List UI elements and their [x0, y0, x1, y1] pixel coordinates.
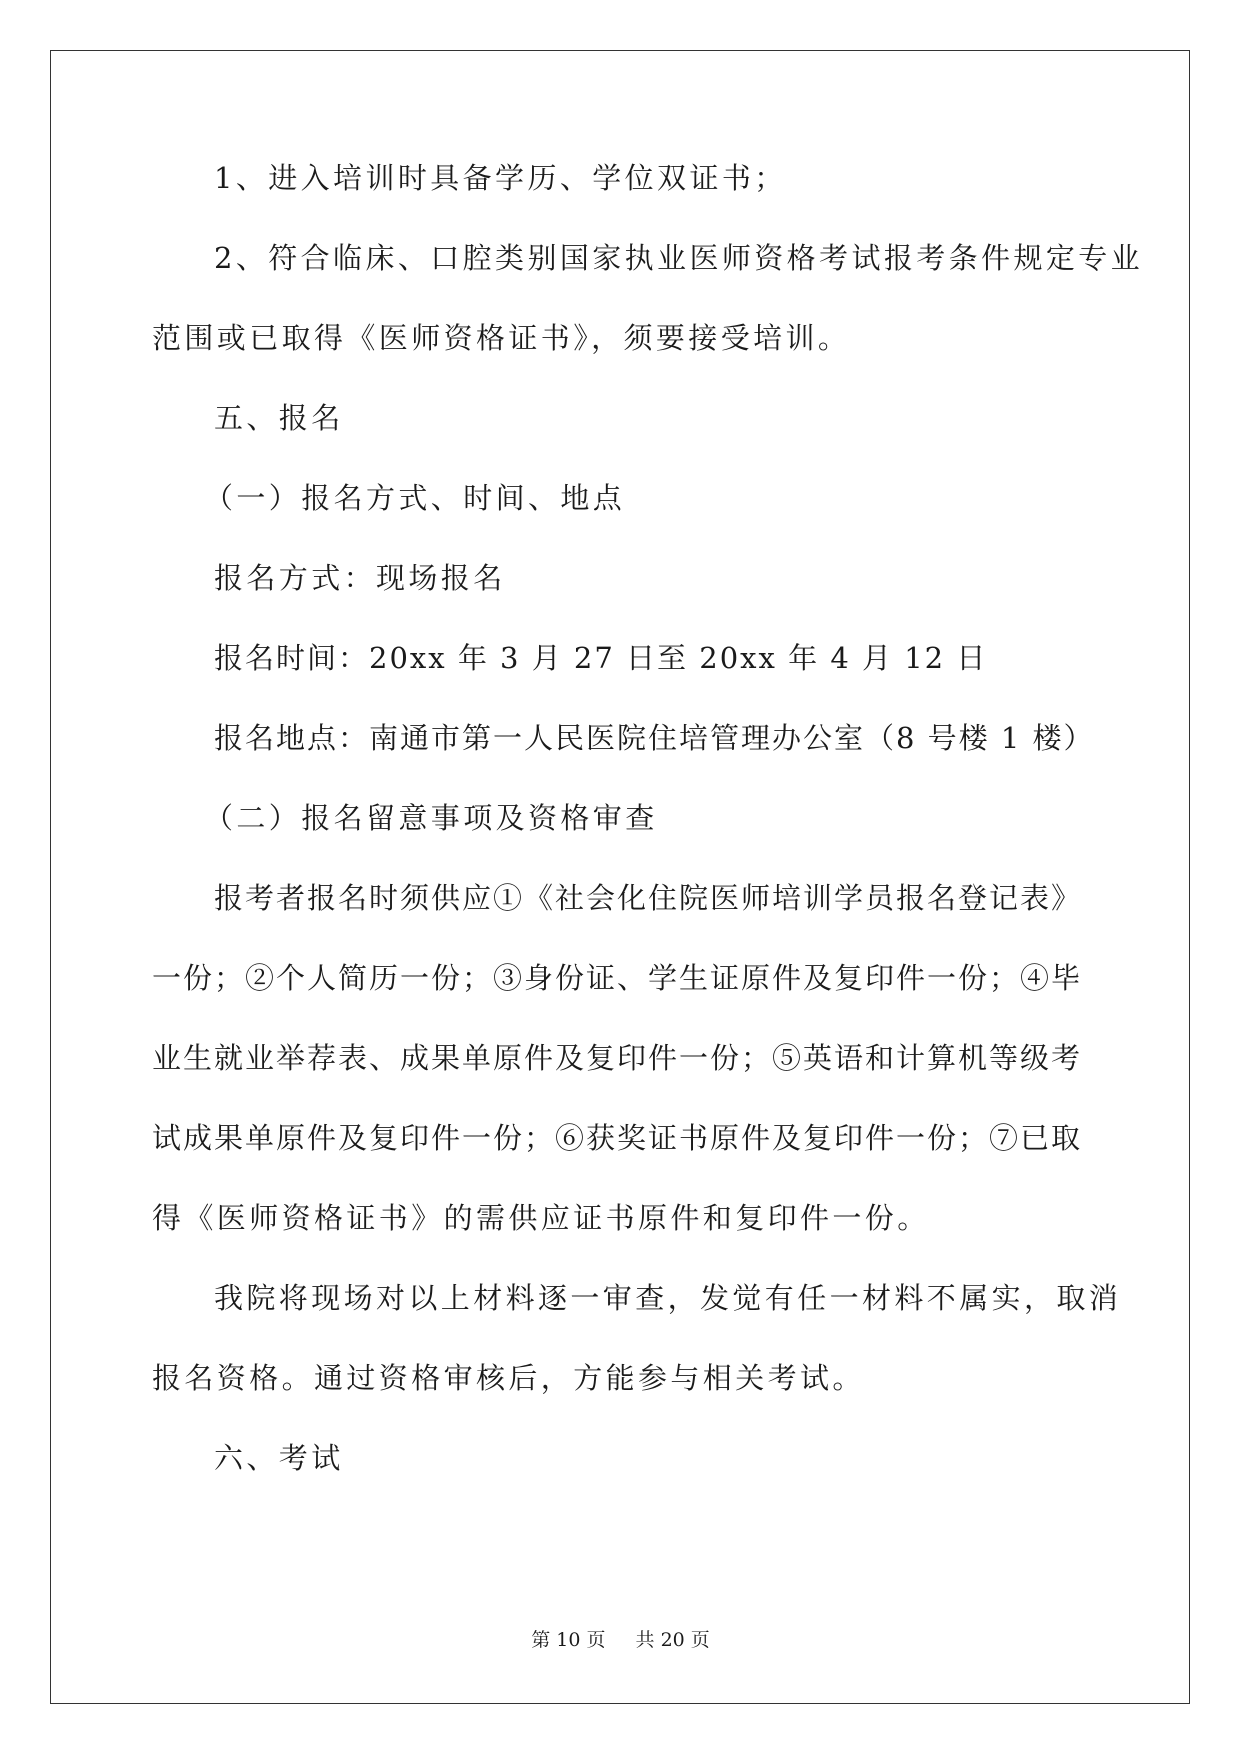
materials-line-1: 报考者报名时须供应①《社会化住院医师培训学员报名登记表》 — [214, 881, 1083, 915]
registration-location: 报名地点：南通市第一人民医院住培管理办公室（8 号楼 1 楼） — [214, 721, 1095, 755]
subsection-heading-method: （一）报名方式、时间、地点 — [204, 481, 626, 515]
document-body — [152, 158, 1144, 1518]
materials-line-2: 一份；②个人简历一份；③身份证、学生证原件及复印件一份；④毕 — [152, 961, 1083, 995]
materials-line-4: 试成果单原件及复印件一份；⑥获奖证书原件及复印件一份；⑦已取 — [152, 1121, 1083, 1155]
subsection-heading-notes: （二）报名留意事项及资格审查 — [204, 801, 658, 835]
page-footer — [0, 1628, 1241, 1652]
section-heading-exam: 六、考试 — [214, 1441, 344, 1475]
requirement-2-line-1: 2、符合临床、口腔类别国家执业医师资格考试报考条件规定专业 — [214, 241, 1144, 275]
requirement-1: 1、进入培训时具备学历、学位双证书； — [214, 161, 787, 195]
page-number: 第 10 页 — [531, 1629, 606, 1651]
registration-method: 报名方式：现场报名 — [214, 561, 506, 595]
registration-time: 报名时间：20xx 年 3 月 27 日至 20xx 年 4 月 12 日 — [214, 641, 988, 675]
review-line-1: 我院将现场对以上材料逐一审查，发觉有任一材料不属实，取消 — [214, 1281, 1122, 1315]
page-total: 共 20 页 — [635, 1629, 710, 1651]
materials-line-5: 得《医师资格证书》的需供应证书原件和复印件一份。 — [152, 1201, 930, 1235]
section-heading-registration: 五、报名 — [214, 401, 344, 435]
materials-line-3: 业生就业举荐表、成果单原件及复印件一份；⑤英语和计算机等级考 — [152, 1041, 1083, 1075]
review-line-2: 报名资格。通过资格审核后，方能参与相关考试。 — [152, 1361, 865, 1395]
requirement-2-line-2: 范围或已取得《医师资格证书》，须要接受培训。 — [152, 321, 851, 355]
